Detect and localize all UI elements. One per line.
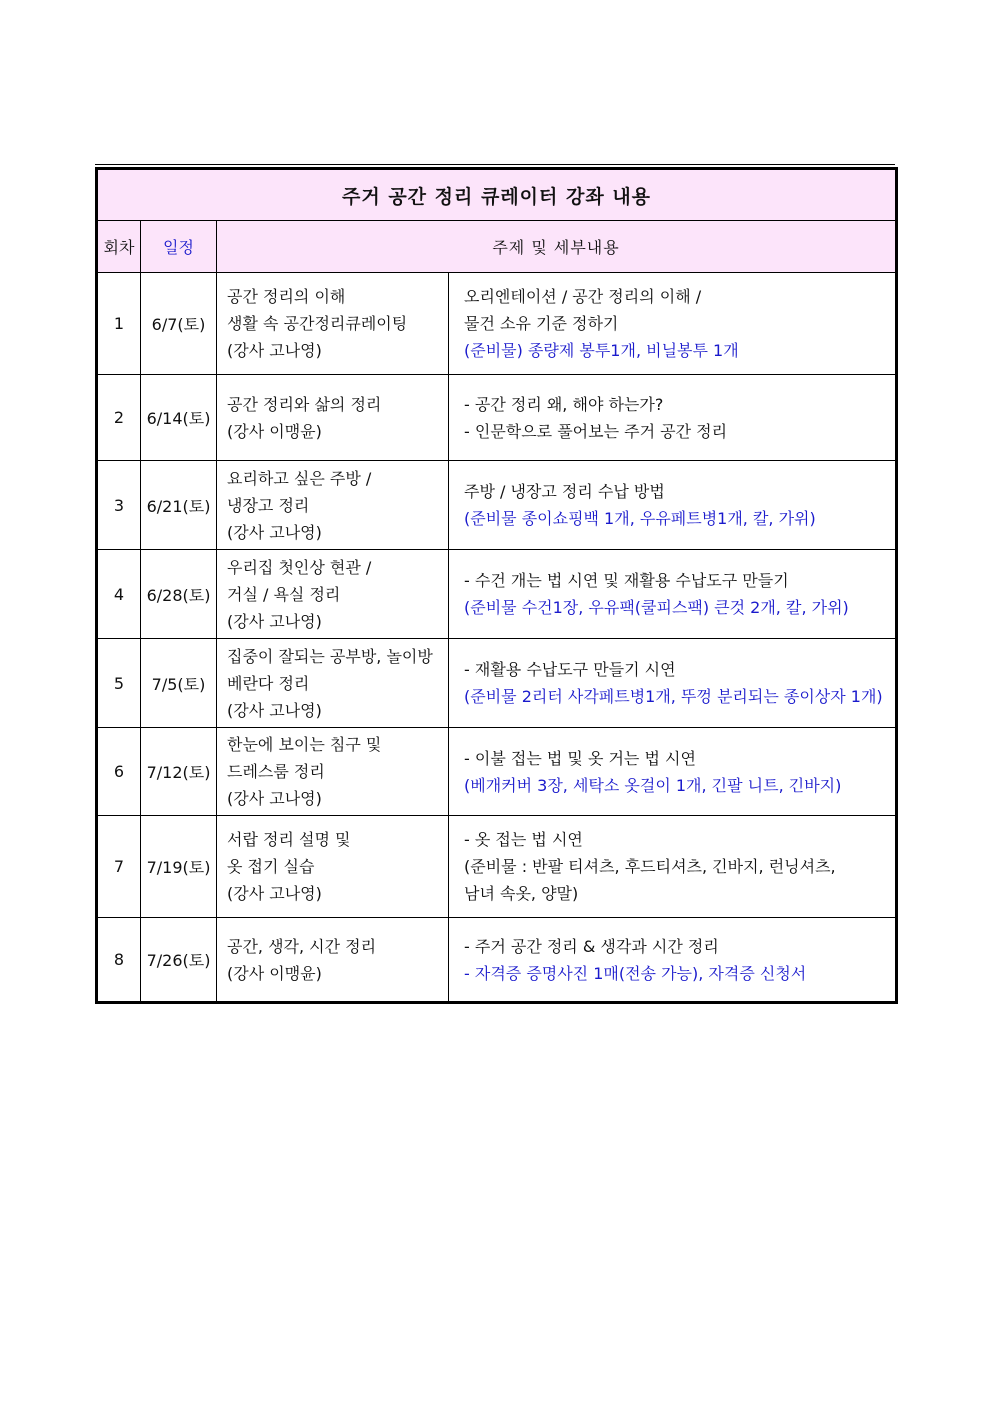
topic-line: (강사 이맹윤) bbox=[227, 963, 322, 983]
detail-line: - 재활용 수납도구 만들기 시연 bbox=[464, 660, 676, 679]
session-number: 1 bbox=[97, 273, 141, 375]
topic-line: 우리집 첫인상 현관 / bbox=[227, 557, 372, 577]
header-content: 주제 및 세부내용 bbox=[217, 221, 897, 273]
session-date: 7/5(토) bbox=[141, 639, 217, 728]
session-number: 2 bbox=[97, 375, 141, 461]
session-date: 6/14(토) bbox=[141, 375, 217, 461]
topic-line: 공간 정리와 삶의 정리 bbox=[227, 394, 382, 414]
session-number: 7 bbox=[97, 816, 141, 918]
detail-line: - 주거 공간 정리 & 생각과 시간 정리 bbox=[464, 936, 719, 956]
session-details bbox=[449, 375, 897, 461]
materials-line: (준비물) 종량제 봉투1개, 비닐봉투 1개 bbox=[464, 341, 739, 360]
topic-line: 거실 / 욕실 정리 bbox=[227, 584, 341, 604]
topic-line: (강사 고나영) bbox=[227, 341, 322, 360]
session-details bbox=[449, 918, 897, 1003]
session-date: 7/26(토) bbox=[141, 918, 217, 1003]
session-number: 5 bbox=[97, 639, 141, 728]
materials-line: - 자격증 증명사진 1매(전송 가능), 자격증 신청서 bbox=[464, 963, 807, 983]
topic-line: 한눈에 보이는 침구 및 bbox=[227, 735, 382, 754]
topic-line: 드레스룸 정리 bbox=[227, 762, 325, 781]
session-topic bbox=[217, 728, 449, 816]
detail-line: 물건 소유 기준 정하기 bbox=[464, 314, 619, 333]
topic-line: (강사 고나영) bbox=[227, 611, 322, 631]
session-topic bbox=[217, 639, 449, 728]
detail-line: (준비물 : 반팔 티셔츠, 후드티셔츠, 긴바지, 런닝셔츠, bbox=[464, 857, 836, 876]
course-schedule-table bbox=[95, 167, 898, 1004]
topic-line: 생활 속 공간정리큐레이팅 bbox=[227, 314, 408, 333]
topic-line: (강사 고나영) bbox=[227, 884, 322, 903]
header-session: 회차 bbox=[97, 221, 141, 273]
topic-line: (강사 이맹윤) bbox=[227, 421, 322, 441]
table-row bbox=[97, 273, 897, 375]
session-details bbox=[449, 728, 897, 816]
materials-line: (준비물 2리터 사각페트병1개, 뚜껑 분리되는 종이상자 1개) bbox=[464, 687, 883, 706]
detail-line: - 수건 개는 법 시연 및 재활용 수납도구 만들기 bbox=[464, 571, 789, 590]
title-row bbox=[97, 169, 897, 221]
table-row bbox=[97, 461, 897, 550]
detail-line: - 인문학으로 풀어보는 주거 공간 정리 bbox=[464, 421, 728, 441]
session-topic bbox=[217, 273, 449, 375]
session-details bbox=[449, 550, 897, 639]
header-row bbox=[97, 221, 897, 273]
materials-line: (베개커버 3장, 세탁소 옷걸이 1개, 긴팔 니트, 긴바지) bbox=[464, 775, 842, 795]
session-date: 6/28(토) bbox=[141, 550, 217, 639]
topic-line: 베란다 정리 bbox=[227, 673, 310, 693]
topic-line: (강사 고나영) bbox=[227, 789, 322, 808]
session-details bbox=[449, 273, 897, 375]
table-row bbox=[97, 918, 897, 1003]
session-topic bbox=[217, 375, 449, 461]
topic-line: (강사 고나영) bbox=[227, 700, 322, 720]
session-date: 6/21(토) bbox=[141, 461, 217, 550]
topic-line: 요리하고 싶은 주방 / bbox=[227, 468, 372, 488]
detail-line: - 이불 접는 법 및 옷 거는 법 시연 bbox=[464, 748, 696, 768]
session-details bbox=[449, 461, 897, 550]
session-number: 6 bbox=[97, 728, 141, 816]
topic-line: 집중이 잘되는 공부방, 놀이방 bbox=[227, 646, 433, 666]
table-row bbox=[97, 639, 897, 728]
session-topic bbox=[217, 550, 449, 639]
session-details bbox=[449, 816, 897, 918]
topic-line: 공간, 생각, 시간 정리 bbox=[227, 936, 377, 956]
session-topic bbox=[217, 918, 449, 1003]
detail-line: 오리엔테이션 / 공간 정리의 이해 / bbox=[464, 287, 702, 306]
top-rule bbox=[95, 164, 895, 165]
header-date: 일정 bbox=[141, 221, 217, 273]
detail-line: 남녀 속옷, 양말) bbox=[464, 884, 579, 903]
detail-line: - 공간 정리 왜, 해야 하는가? bbox=[464, 394, 664, 414]
table-row bbox=[97, 816, 897, 918]
session-details bbox=[449, 639, 897, 728]
topic-line: 옷 접기 실습 bbox=[227, 857, 315, 876]
table-row bbox=[97, 375, 897, 461]
session-number: 3 bbox=[97, 461, 141, 550]
session-number: 8 bbox=[97, 918, 141, 1003]
topic-line: 냉장고 정리 bbox=[227, 495, 310, 515]
materials-line: (준비물 수건1장, 우유팩(쿨피스팩) 큰것 2개, 칼, 가위) bbox=[464, 598, 849, 617]
topic-line: 서랍 정리 설명 및 bbox=[227, 830, 351, 849]
table-row bbox=[97, 550, 897, 639]
session-date: 7/19(토) bbox=[141, 816, 217, 918]
detail-line: - 옷 접는 법 시연 bbox=[464, 830, 583, 849]
session-date: 7/12(토) bbox=[141, 728, 217, 816]
materials-line: (준비물 종이쇼핑백 1개, 우유페트병1개, 칼, 가위) bbox=[464, 509, 816, 528]
session-number: 4 bbox=[97, 550, 141, 639]
table-row bbox=[97, 728, 897, 816]
topic-line: (강사 고나영) bbox=[227, 522, 322, 542]
table-title: 주거 공간 정리 큐레이터 강좌 내용 bbox=[97, 169, 897, 221]
session-topic bbox=[217, 816, 449, 918]
topic-line: 공간 정리의 이해 bbox=[227, 287, 346, 306]
detail-line: 주방 / 냉장고 정리 수납 방법 bbox=[464, 482, 665, 501]
session-topic bbox=[217, 461, 449, 550]
session-date: 6/7(토) bbox=[141, 273, 217, 375]
